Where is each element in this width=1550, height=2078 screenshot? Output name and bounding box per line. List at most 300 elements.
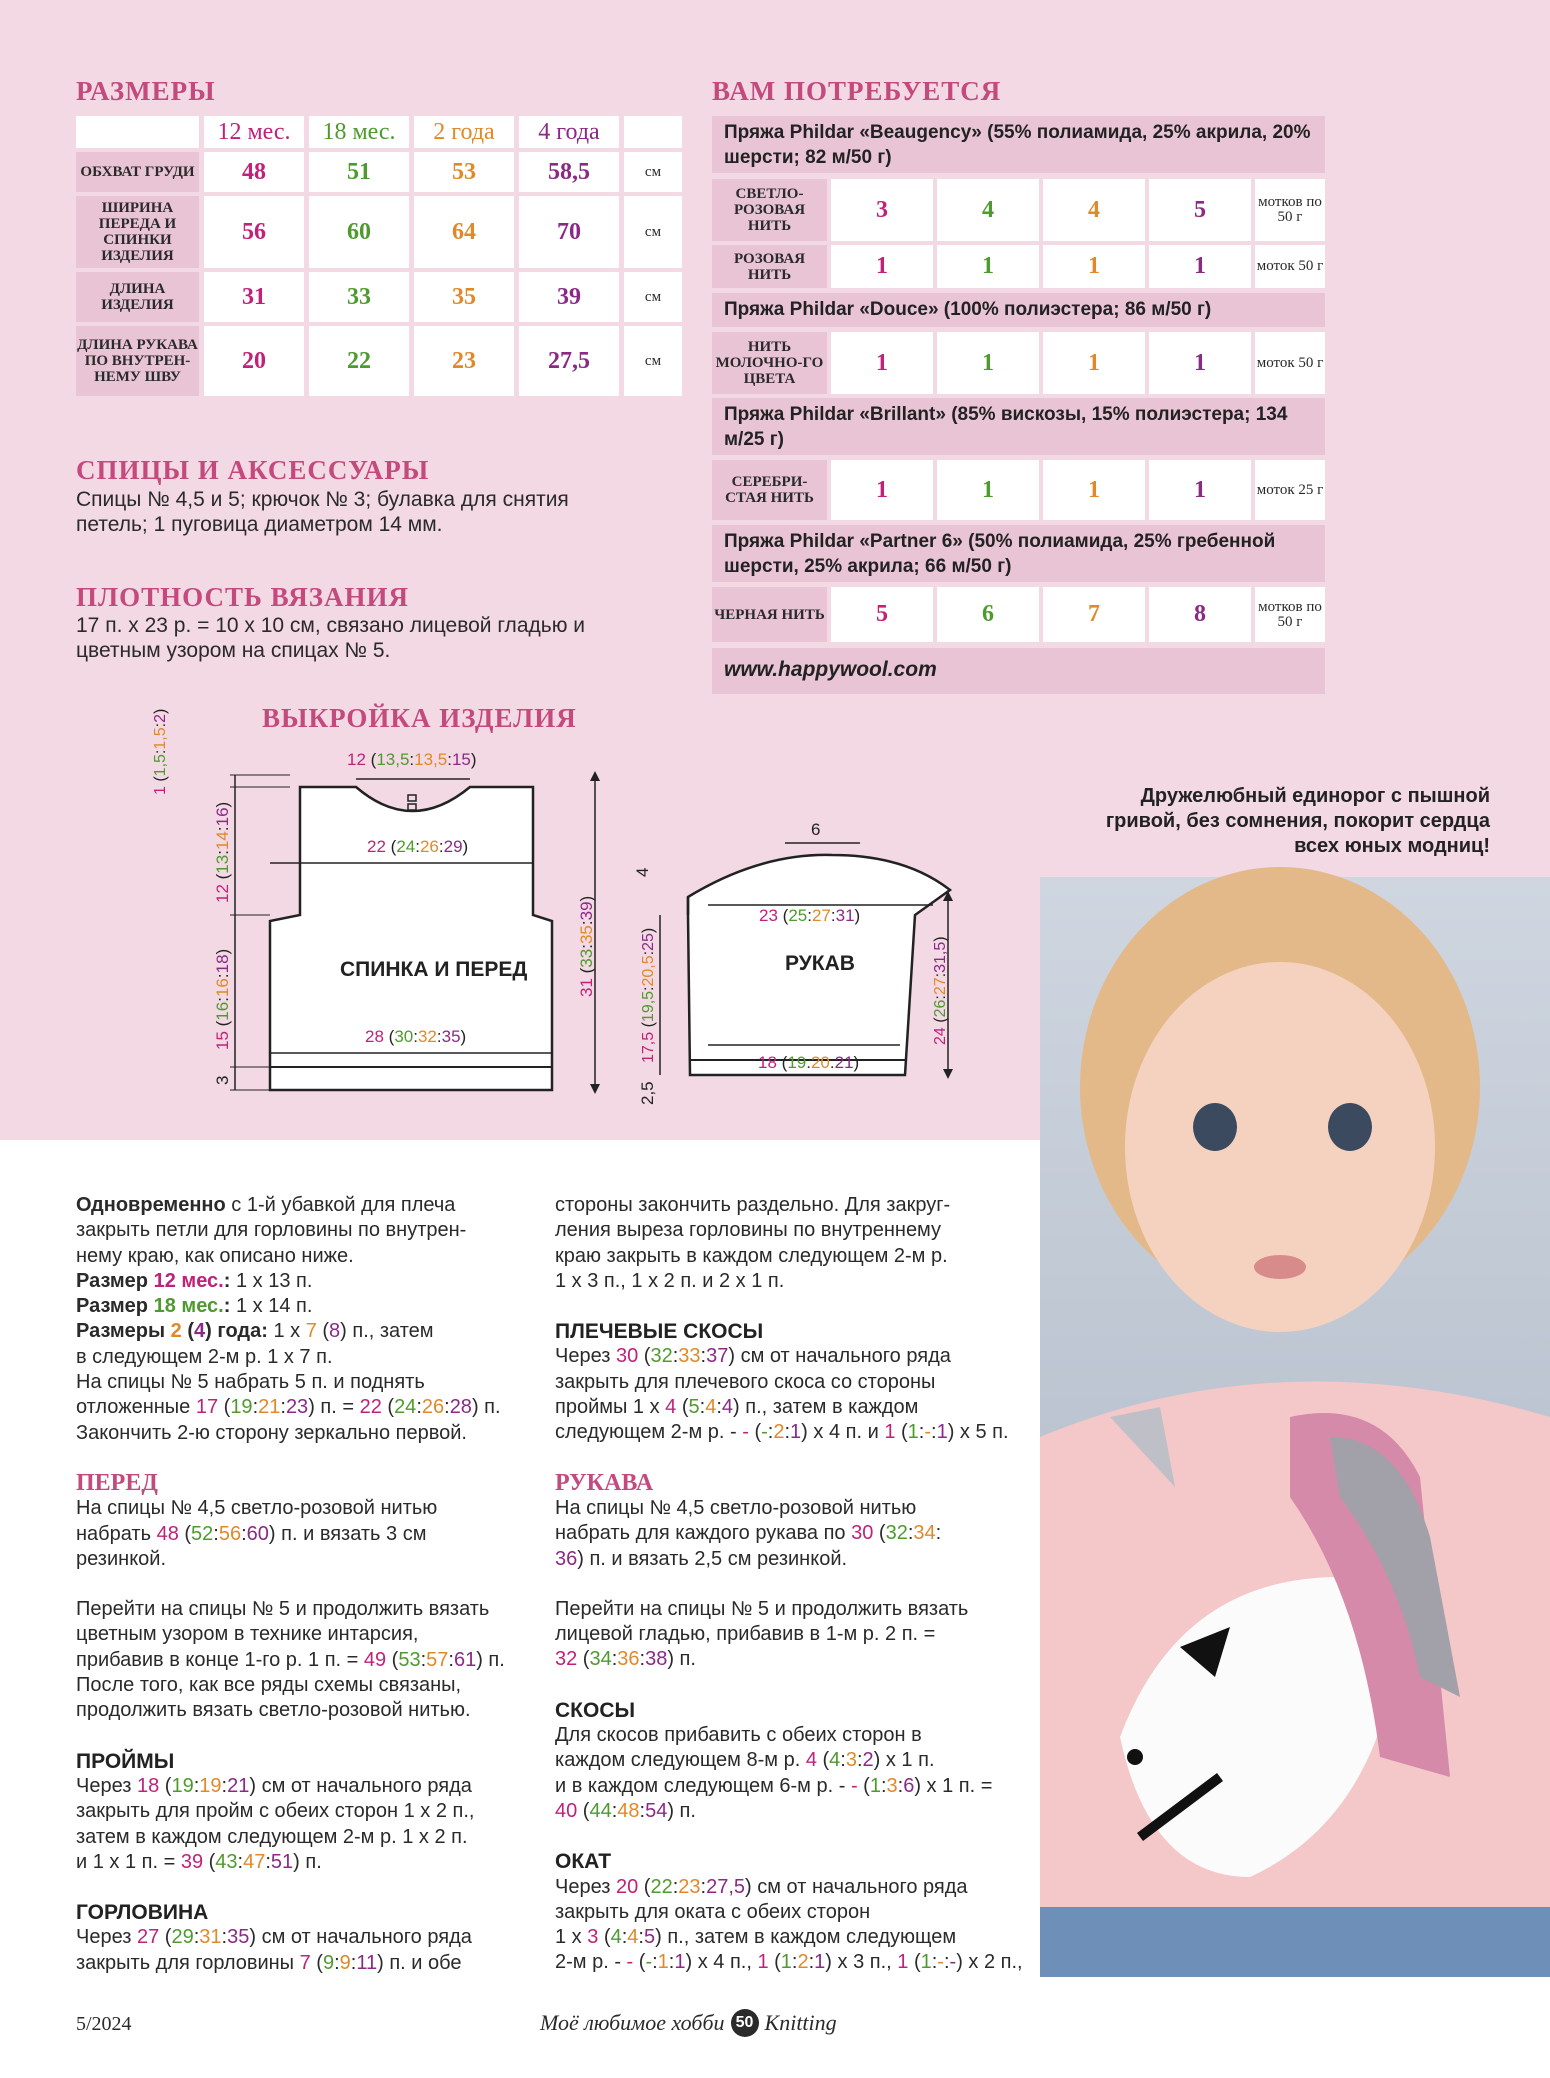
child-photo xyxy=(1040,877,1550,1977)
yarn-quantity: 1 xyxy=(1043,245,1145,288)
inline-text: проймы 1 x xyxy=(555,1396,666,1419)
dim-value: 27 xyxy=(932,977,949,996)
yarn-quantity: 3 xyxy=(831,179,933,241)
dim-value: 26 xyxy=(419,837,439,856)
yarn-quantity: 4 xyxy=(1043,179,1145,241)
inline-size: 1 xyxy=(757,1951,769,1974)
sizes-title: РАЗМЕРЫ xyxy=(76,76,216,106)
yarn-quantity: 1 xyxy=(937,460,1039,520)
inline-text: п., затем в каждом следующем xyxy=(667,1926,957,1949)
dim-value: 15 xyxy=(213,1031,232,1050)
inline-size: - xyxy=(626,1951,634,1974)
table-cell: 27,5 xyxy=(519,326,619,396)
dim-value: 13,5 xyxy=(414,750,448,769)
inline-text: набрать для каждого рукава по xyxy=(555,1522,852,1545)
inline-text: закрыть для горловины xyxy=(76,1951,300,1974)
inline-size: 19 xyxy=(199,1774,222,1797)
inline-size: - xyxy=(850,1774,858,1797)
sleeve-top-label: 6 xyxy=(811,820,821,839)
inline-text: 2-м р. - xyxy=(555,1951,627,1974)
yarn-unit: моток 50 г xyxy=(1255,245,1325,288)
inline-size: 18 мес. xyxy=(153,1295,224,1318)
inline-size: 23 xyxy=(285,1396,309,1419)
text-line: нему краю, как описано ниже. xyxy=(76,1244,354,1267)
text-line: резинкой. xyxy=(76,1547,167,1570)
neck-width-label: 12 (13,5:13,5:15) xyxy=(347,750,477,769)
inline-size: 57 xyxy=(426,1648,449,1671)
dim-value: 31,5 xyxy=(932,941,949,973)
needles-text-line2: петель; 1 пуговица диаметром 14 мм. xyxy=(76,513,443,536)
page-number: 50 xyxy=(731,2009,759,2037)
table-unit: см xyxy=(624,196,682,268)
dim-value: 13 xyxy=(213,854,232,874)
yarn-color-label: ЧЕРНАЯ НИТЬ xyxy=(712,587,827,642)
inline-text: п., затем в каждом xyxy=(745,1396,919,1419)
table-row-label: ШИРИНА ПЕРЕДА И СПИНКИ ИЗДЕЛИЯ xyxy=(76,196,199,268)
dim-value: 23 xyxy=(759,906,778,925)
inline-size: 21 xyxy=(227,1774,250,1797)
gauge-text-line2: цветным узором на спицах № 5. xyxy=(76,639,391,662)
dim-value: 19,5 xyxy=(640,990,657,1023)
yarn-quantity: 1 xyxy=(1149,460,1251,520)
inline-size: 17 xyxy=(195,1396,219,1419)
gauge-text-line1: 17 п. x 23 р. = 10 x 10 см, связано лицевой гладью и xyxy=(76,614,586,637)
yarn-unit: моток 25 г xyxy=(1255,460,1325,520)
inline-size: 3 xyxy=(587,1926,599,1949)
text-line: Для скосов прибавить с обеих сторон в xyxy=(555,1724,922,1747)
inline-text: 1 x 14 п. xyxy=(235,1295,313,1318)
armhole-height-label: 12 (13:14:16) xyxy=(213,801,232,903)
inline-size: 37 xyxy=(706,1345,729,1368)
inline-size: 3 xyxy=(845,1749,857,1772)
inline-size: 1 xyxy=(897,1951,909,1974)
inline-size: 1 xyxy=(657,1951,669,1974)
dim-value: 39 xyxy=(577,901,596,921)
sleeve-side-height-label: 17,5 (19,5:20,5:25) xyxy=(640,927,657,1063)
text-line: краю закрыть в каждом следующем 2-м р. xyxy=(555,1244,948,1267)
inline-text: следующем 2-м р. - xyxy=(555,1421,743,1444)
text-line: На спицы № 5 набрать 5 п. и поднять xyxy=(76,1371,425,1394)
yarn-quantity: 5 xyxy=(831,587,933,642)
inline-text: 1 x 13 п. xyxy=(235,1269,313,1292)
dim-value: 15 xyxy=(451,750,471,769)
inline-text: ) п., затем xyxy=(340,1320,434,1343)
dim-value: 13,5 xyxy=(376,750,410,769)
section-heading: ОКАТ xyxy=(555,1850,612,1874)
inline-size: 35 xyxy=(227,1926,250,1949)
inline-size: 48 xyxy=(617,1799,640,1822)
inline-size: 22 xyxy=(650,1875,673,1898)
table-cell: 23 xyxy=(414,326,514,396)
inline-size: 3 xyxy=(886,1774,898,1797)
button-mark xyxy=(408,795,416,801)
dim-value: 1 xyxy=(152,786,169,795)
yarn-quantity: 6 xyxy=(937,587,1039,642)
table-row-label: ДЛИНА ИЗДЕЛИЯ xyxy=(76,272,199,322)
sleeve-lower-width-label: 18 (19:20:21) xyxy=(758,1053,860,1072)
yarn-quantity: 1 xyxy=(831,460,933,520)
inline-bold: ( xyxy=(187,1320,195,1343)
inline-size: - xyxy=(645,1951,653,1974)
dim-value: 29 xyxy=(443,837,463,856)
dim-value: 18 xyxy=(213,954,232,974)
table-cell: 64 xyxy=(414,196,514,268)
inline-size: 34 xyxy=(589,1648,612,1671)
inline-size: - xyxy=(924,1421,932,1444)
table-row-label: ДЛИНА РУКАВА ПО ВНУТРЕН-НЕМУ ШВУ xyxy=(76,326,199,396)
text-line: На спицы № 4,5 светло-розовой нитью xyxy=(76,1497,438,1520)
text-line: 1 x 3 п., 1 x 2 п. и 2 x 1 п. xyxy=(555,1269,785,1292)
table-cell: 20 xyxy=(204,326,304,396)
inline-size: 52 xyxy=(191,1522,214,1545)
inline-text: см от начального ряда xyxy=(757,1875,968,1898)
inline-size: 5 xyxy=(643,1926,656,1949)
yarn-quantity: 1 xyxy=(1149,245,1251,288)
yarn-quantity: 7 xyxy=(1043,587,1145,642)
inline-text: отложенные xyxy=(76,1396,196,1419)
arrow-head xyxy=(590,771,600,781)
dim-value: 1,5 xyxy=(152,754,169,777)
text-column-right: стороны закончить раздельно. Для закруг- ления выреза горловины по внутреннему краю закрыть в каждом следующем 2-м р. 1 x 3 п., 1 x 2 п. и 2 x 1 п. ПЛЕЧЕВЫЕ СКОСЫ Через 30 (32:33:37) см от начального ряда закрыть для плечевого скоса со стороны проймы 1 x 4 (5:4:4) п., затем в каждом следующем 2-м р. - - (-:2:1) x 4 п. и 1 (1:-:1) x 5 п. РУКАВА На спицы № 4,5 светло-розовой нитью набрать для каждого рукава по 30 (32:34: 36) п. и вязать 2,5 см резинкой. Перейти на спицы № 5 и продолжить вязать лицевой гладью, прибавив в 1-м р. 2 п. = 32 (34:36:38) п. СКОСЫ Для скосов прибавить с обеих сторон в каждом следующем 8-м р. 4 (4:3:2) x 1 п. и в каждом следующем 6-м р. - - (1:3:6) x 1 п. = 40 (44:48:54) п. ОКАТ Через 20 (22:23:27,5) см от начального ряда закрыть для оката с обеих сторон 1 x 3 (4:4:5) п., затем в каждом следующем 2-м р. - - (-:1:1) x 4 п., 1 (1:2:1) x 3 п., 1 (1:-:-) x 2 п., xyxy=(555,1193,1025,1976)
inline-text: 1 x xyxy=(555,1926,588,1949)
inline-size: 12 мес. xyxy=(153,1269,224,1292)
yarn-quantity: 5 xyxy=(1149,179,1251,241)
inline-size: 19 xyxy=(171,1774,194,1797)
inline-bold: Размер xyxy=(76,1269,149,1292)
inline-size: 30 xyxy=(851,1522,874,1545)
table-cell: 60 xyxy=(309,196,409,268)
caption-line: гривой, без сомнения, покорит сердца xyxy=(1105,810,1490,832)
table-cell: 31 xyxy=(204,272,304,322)
section-heading: РУКАВА xyxy=(555,1469,654,1496)
dim-value: 2 xyxy=(152,714,169,723)
table-row-label: ОБХВАТ ГРУДИ xyxy=(76,152,199,192)
dim-value: 31 xyxy=(835,906,855,925)
inline-size: 4 xyxy=(705,1396,717,1419)
yarn-quantity: 1 xyxy=(937,245,1039,288)
inline-text: прибавив в конце 1-го р. 1 п. = xyxy=(76,1648,364,1671)
inline-size: 4 xyxy=(829,1749,841,1772)
sizes-header-empty xyxy=(76,116,199,148)
inline-text: см от начального ряда xyxy=(261,1774,472,1797)
body-rib-label: 3 xyxy=(213,1075,232,1085)
inline-size: 39 xyxy=(180,1850,204,1873)
issue-number: 5/2024 xyxy=(76,2013,132,2035)
section-heading: ПЛЕЧЕВЫЕ СКОСЫ xyxy=(555,1320,764,1344)
website-link[interactable]: www.happywool.com xyxy=(712,648,1325,694)
inline-size: 30 xyxy=(616,1345,639,1368)
inline-size: 51 xyxy=(270,1850,294,1873)
yarn-unit: мотков по 50 г xyxy=(1255,179,1325,241)
yarn-quantity: 1 xyxy=(831,332,933,394)
inline-bold: Размер xyxy=(76,1295,149,1318)
text-line: лицевой гладью, прибавив в 1-м р. 2 п. = xyxy=(555,1623,936,1646)
yarn-quantity: 1 xyxy=(1043,332,1145,394)
yarn-color-label: НИТЬ МОЛОЧНО-ГО ЦВЕТА xyxy=(712,332,827,394)
inline-text: x 1 п. = xyxy=(926,1774,993,1797)
text-line: закрыть петли для горловины по внутрен- xyxy=(76,1219,467,1242)
gauge-title: ПЛОТНОСТЬ ВЯЗАНИЯ xyxy=(76,582,409,612)
arrow-head xyxy=(590,1084,600,1094)
table-cell: 48 xyxy=(204,152,304,192)
inline-size: 11 xyxy=(356,1951,378,1974)
sleeve-rib-label: 2,5 xyxy=(638,1081,657,1105)
dim-value: 18 xyxy=(758,1053,777,1072)
inline-size: 43 xyxy=(215,1850,238,1873)
yarn-name: Пряжа Phildar «Beaugency» (55% полиамида, 25% акрила, 20% шерсти; 82 м/50 г) xyxy=(712,116,1325,173)
yarn-quantity: 4 xyxy=(937,179,1039,241)
dim-value: 16 xyxy=(213,1001,232,1021)
inline-size: 53 xyxy=(398,1648,421,1671)
inline-size: 27 xyxy=(137,1926,160,1949)
needles-title: СПИЦЫ И АКСЕССУАРЫ xyxy=(76,455,430,485)
inline-text: x 1 п. xyxy=(885,1749,935,1772)
yarn-color-label: СЕРЕБРИ-СТАЯ НИТЬ xyxy=(712,460,827,520)
inline-size: - xyxy=(949,1951,957,1974)
inline-size: 4 xyxy=(665,1396,677,1419)
inline-size: 2 xyxy=(170,1320,182,1343)
inline-bold: ) года: xyxy=(205,1320,268,1343)
inline-size: 49 xyxy=(363,1648,387,1671)
inline-size: 7 xyxy=(305,1320,317,1343)
dim-value: 16 xyxy=(213,807,232,827)
text-line: После того, как все ряды схемы связаны, xyxy=(76,1674,462,1697)
dim-value: 27 xyxy=(811,906,831,925)
inline-size: 1 xyxy=(920,1951,932,1974)
inline-colon: : xyxy=(223,1269,231,1292)
dim-value: 35 xyxy=(441,1027,461,1046)
dim-value: 24 xyxy=(932,1027,949,1045)
inline-size: 40 xyxy=(555,1799,578,1822)
inline-size: 1 xyxy=(674,1951,686,1974)
table-unit: см xyxy=(624,326,682,396)
table-cell: 39 xyxy=(519,272,619,322)
table-unit: см xyxy=(624,152,682,192)
inline-size: 36 xyxy=(555,1547,578,1570)
inline-text: Через xyxy=(76,1926,137,1949)
inline-size: 32 xyxy=(650,1345,673,1368)
dim-value: 20 xyxy=(810,1053,830,1072)
text-line: цветным узором в технике интарсия, xyxy=(76,1623,419,1646)
body-label: СПИНКА И ПЕРЕД xyxy=(340,958,528,981)
body-total-height-label: 31 (33:35:39) xyxy=(577,895,596,997)
text-column-left: Одновременно с 1-й убавкой для плеча закрыть петли для горловины по внутрен- нему краю, как описано ниже. Размер 12 мес.: 1 x 13 п. Размер 18 мес.: 1 x 14 п. Размеры 2 (4) года: 1 x 7 (8) п., затем в следующем 2-м р. 1 x 7 п. На спицы № 5 набрать 5 п. и поднять отложенные 17 (19:21:23) п. = 22 (24:26:28) п. Закончить 2-ю сторону зеркально первой. ПЕРЕД На спицы № 4,5 светло-розовой нитью набрать 48 (52:56:60) п. и вязать 3 см резинкой. Перейти на спицы № 5 и продолжить вязать цветным узором в технике интарсия, прибавив в конце 1-го р. 1 п. = 49 (53:57:61) п. После того, как все ряды схемы связаны, продолжить вязать светло-розовой нитью. ПРОЙМЫ Через 18 (19:19:21) см от начального ряда закрыть для пройм с обеих сторон 1 x 2 п., затем в каждом следующем 2-м р. 1 x 2 п. и 1 x 1 п. = 39 (43:47:51) п. ГОРЛОВИНА Через 27 (29:31:35) см от начального ряда закрыть для горловины 7 (9:9:11) п. и обе xyxy=(76,1193,536,1976)
inline-size: 1 xyxy=(869,1774,881,1797)
inline-size: 23 xyxy=(678,1875,701,1898)
sizes-header: 4 года xyxy=(519,116,619,148)
inline-text: x 3 п., xyxy=(837,1951,898,1974)
dim-value: 32 xyxy=(417,1027,437,1046)
inline-text: ( xyxy=(322,1320,330,1343)
yarn-quantity: 1 xyxy=(937,332,1039,394)
inline-text: каждом следующем 8-м р. xyxy=(555,1749,806,1772)
section-heading: ПЕРЕД xyxy=(76,1469,158,1496)
inline-size: 54 xyxy=(645,1799,668,1822)
yarn-name: Пряжа Phildar «Brillant» (85% вискозы, 15% полиэстера; 134 м/25 г) xyxy=(712,398,1325,455)
button-mark xyxy=(408,804,416,810)
inline-text: набрать xyxy=(76,1522,157,1545)
inline-size: 61 xyxy=(453,1648,477,1671)
inline-text: Через xyxy=(555,1345,616,1368)
table-unit: см xyxy=(624,272,682,322)
magazine-section: Knitting xyxy=(764,2010,837,2035)
table-cell: 51 xyxy=(309,152,409,192)
inline-text: 1 x xyxy=(273,1320,306,1343)
dim-value: 17,5 xyxy=(640,1031,657,1063)
yarn-color-label: РОЗОВАЯ НИТЬ xyxy=(712,245,827,288)
dim-value: 12 xyxy=(213,884,232,903)
dim-value: 28 xyxy=(365,1027,384,1046)
inline-text: см от начального ряда xyxy=(261,1926,472,1949)
inline-size: 34 xyxy=(913,1522,936,1545)
text-line: стороны закончить раздельно. Для закруг- xyxy=(555,1194,951,1216)
inline-size: 1 xyxy=(936,1421,948,1444)
inline-text: п. и вязать 3 см xyxy=(281,1522,427,1545)
text-line: На спицы № 4,5 светло-розовой нитью xyxy=(555,1496,917,1519)
schematic-title: ВЫКРОЙКА ИЗДЕЛИЯ xyxy=(262,703,577,733)
inline-size: 24 xyxy=(394,1396,417,1419)
inline-size: 4 xyxy=(627,1926,639,1949)
yarn-unit: мотков по 50 г xyxy=(1255,587,1325,642)
inline-size: 2 xyxy=(773,1421,785,1444)
section-heading: ПРОЙМЫ xyxy=(76,1749,175,1773)
text-line: ления выреза горловины по внутреннему xyxy=(555,1219,942,1242)
inline-text: п. и обе xyxy=(389,1951,462,1974)
inline-size: 5 xyxy=(688,1396,700,1419)
inline-size: 6 xyxy=(903,1774,915,1797)
dim-value: 14 xyxy=(213,831,232,851)
text-line: Перейти на спицы № 5 и продолжить вязать xyxy=(555,1597,969,1620)
sizes-header: 18 мес. xyxy=(309,116,409,148)
sleeve-label: РУКАВ xyxy=(785,952,855,975)
inline-size: 9 xyxy=(322,1951,335,1974)
caption-line: Дружелюбный единорог с пышной xyxy=(1140,785,1490,807)
text-line: закрыть для оката с обеих сторон xyxy=(555,1900,871,1923)
inline-size: - xyxy=(742,1421,749,1444)
inline-text: x 5 п. xyxy=(959,1421,1009,1444)
inline-size: 38 xyxy=(645,1648,668,1671)
sizes-header: 12 мес. xyxy=(204,116,304,148)
materials-title: ВАМ ПОТРЕБУЕТСЯ xyxy=(712,76,1002,106)
inline-size: 1 xyxy=(907,1421,919,1444)
shoulder-drop-label: 1 (1,5:1,5:2) xyxy=(152,708,169,795)
inline-text: Через xyxy=(76,1774,137,1797)
inline-size: 4 xyxy=(610,1926,622,1949)
inline-size: 19 xyxy=(230,1396,253,1419)
dim-value: 12 xyxy=(347,750,366,769)
magazine-footer xyxy=(540,2009,837,2037)
inline-size: 44 xyxy=(589,1799,612,1822)
inline-colon: : xyxy=(223,1295,231,1318)
body-side-height-label: 15 (16:16:18) xyxy=(213,948,232,1050)
yarn-quantity: 1 xyxy=(1149,332,1251,394)
inline-size: 20 xyxy=(616,1875,639,1898)
inline-text: см от начального ряда xyxy=(740,1345,951,1368)
inline-text: ) п. и вязать 2,5 см резинкой. xyxy=(577,1547,848,1570)
inline-size: 32 xyxy=(885,1522,908,1545)
dim-value: 31 xyxy=(577,978,596,997)
table-cell: 70 xyxy=(519,196,619,268)
inline-size: 18 xyxy=(137,1774,160,1797)
inline-size: 1 xyxy=(790,1421,802,1444)
dim-value: 30 xyxy=(394,1027,414,1046)
shoulder-width-label: 22 (24:26:29) xyxy=(367,837,469,856)
inline-text: x 2 п., xyxy=(968,1951,1023,1974)
body-width-label: 28 (30:32:35) xyxy=(365,1027,467,1046)
inline-size: 22 xyxy=(359,1396,382,1419)
dim-value: 24 xyxy=(396,837,416,856)
yarn-name: Пряжа Phildar «Partner 6» (50% полиамида, 25% гребенной шерсти, 25% акрила; 66 м/50 г) xyxy=(712,525,1325,582)
magazine-name: Моё любимое хобби xyxy=(540,2010,725,2035)
sleeve-cap-label: 4 xyxy=(633,867,652,877)
inline-size: 4 xyxy=(805,1749,817,1772)
table-cell: 58,5 xyxy=(519,152,619,192)
inline-size: 27,5 xyxy=(706,1875,746,1898)
dim-value: 22 xyxy=(367,837,386,856)
dim-value: 35 xyxy=(577,925,596,945)
inline-text: x 4 п. и xyxy=(813,1421,885,1444)
table-cell: 53 xyxy=(414,152,514,192)
yarn-color-label: СВЕТЛО-РОЗОВАЯ НИТЬ xyxy=(712,179,827,241)
inline-size: 4 xyxy=(721,1396,734,1419)
inline-size: 26 xyxy=(421,1396,445,1419)
table-cell: 35 xyxy=(414,272,514,322)
dim-value: 26 xyxy=(932,999,949,1018)
text-line: затем в каждом следующем 2-м р. 1 x 2 п. xyxy=(76,1825,468,1848)
inline-size: 32 xyxy=(555,1648,578,1671)
dim-value: 1,5 xyxy=(152,727,169,750)
needles-text-line1: Спицы № 4,5 и 5; крючок № 3; булавка для снятия xyxy=(76,488,569,511)
arrow-head xyxy=(943,1069,953,1079)
yarn-unit: моток 50 г xyxy=(1255,332,1325,394)
sizes-header-empty xyxy=(624,116,682,148)
yarn-name: Пряжа Phildar «Douce» (100% полиэстера; 86 м/50 г) xyxy=(712,293,1325,327)
inline-size: 36 xyxy=(617,1648,640,1671)
dim-value: 16 xyxy=(213,978,232,998)
text-line: Закончить 2-ю сторону зеркально первой. xyxy=(76,1421,467,1444)
inline-size: 29 xyxy=(171,1926,194,1949)
inline-bold: Размеры xyxy=(76,1320,166,1343)
yarn-quantity: 1 xyxy=(831,245,933,288)
dim-value: 33 xyxy=(577,948,596,968)
inline-size: - xyxy=(761,1421,768,1444)
dim-value: 21 xyxy=(834,1053,854,1072)
inline-size: 1 xyxy=(814,1951,826,1974)
section-heading: СКОСЫ xyxy=(555,1698,636,1722)
table-cell: 56 xyxy=(204,196,304,268)
text-line: закрыть для пройм с обеих сторон 1 x 2 п., xyxy=(76,1800,475,1823)
dim-value: 19 xyxy=(787,1053,807,1072)
inline-size: 56 xyxy=(218,1522,242,1545)
inline-size: 4 xyxy=(194,1320,206,1343)
inline-size: 33 xyxy=(678,1345,701,1368)
inline-size: 8 xyxy=(329,1320,341,1343)
inline-size: 48 xyxy=(156,1522,179,1545)
inline-text: и 1 x 1 п. = xyxy=(76,1850,181,1873)
text-line: продолжить вязать светло-розовой нитью. xyxy=(76,1699,471,1722)
inline-text: x 4 п., xyxy=(697,1951,758,1974)
inline-size: 1 xyxy=(884,1421,896,1444)
text-line: закрыть для плечевого скоса со стороны xyxy=(555,1370,936,1393)
inline-size: - xyxy=(937,1951,944,1974)
inline-size: 7 xyxy=(299,1951,311,1974)
inline-size: 47 xyxy=(243,1850,266,1873)
inline-size: 28 xyxy=(449,1396,472,1419)
inline-text: Через xyxy=(555,1875,616,1898)
inline-text: и в каждом следующем 6-м р. - xyxy=(555,1774,851,1797)
caption-line: всех юных модниц! xyxy=(1294,835,1490,857)
text-line: в следующем 2-м р. 1 x 7 п. xyxy=(76,1345,333,1368)
